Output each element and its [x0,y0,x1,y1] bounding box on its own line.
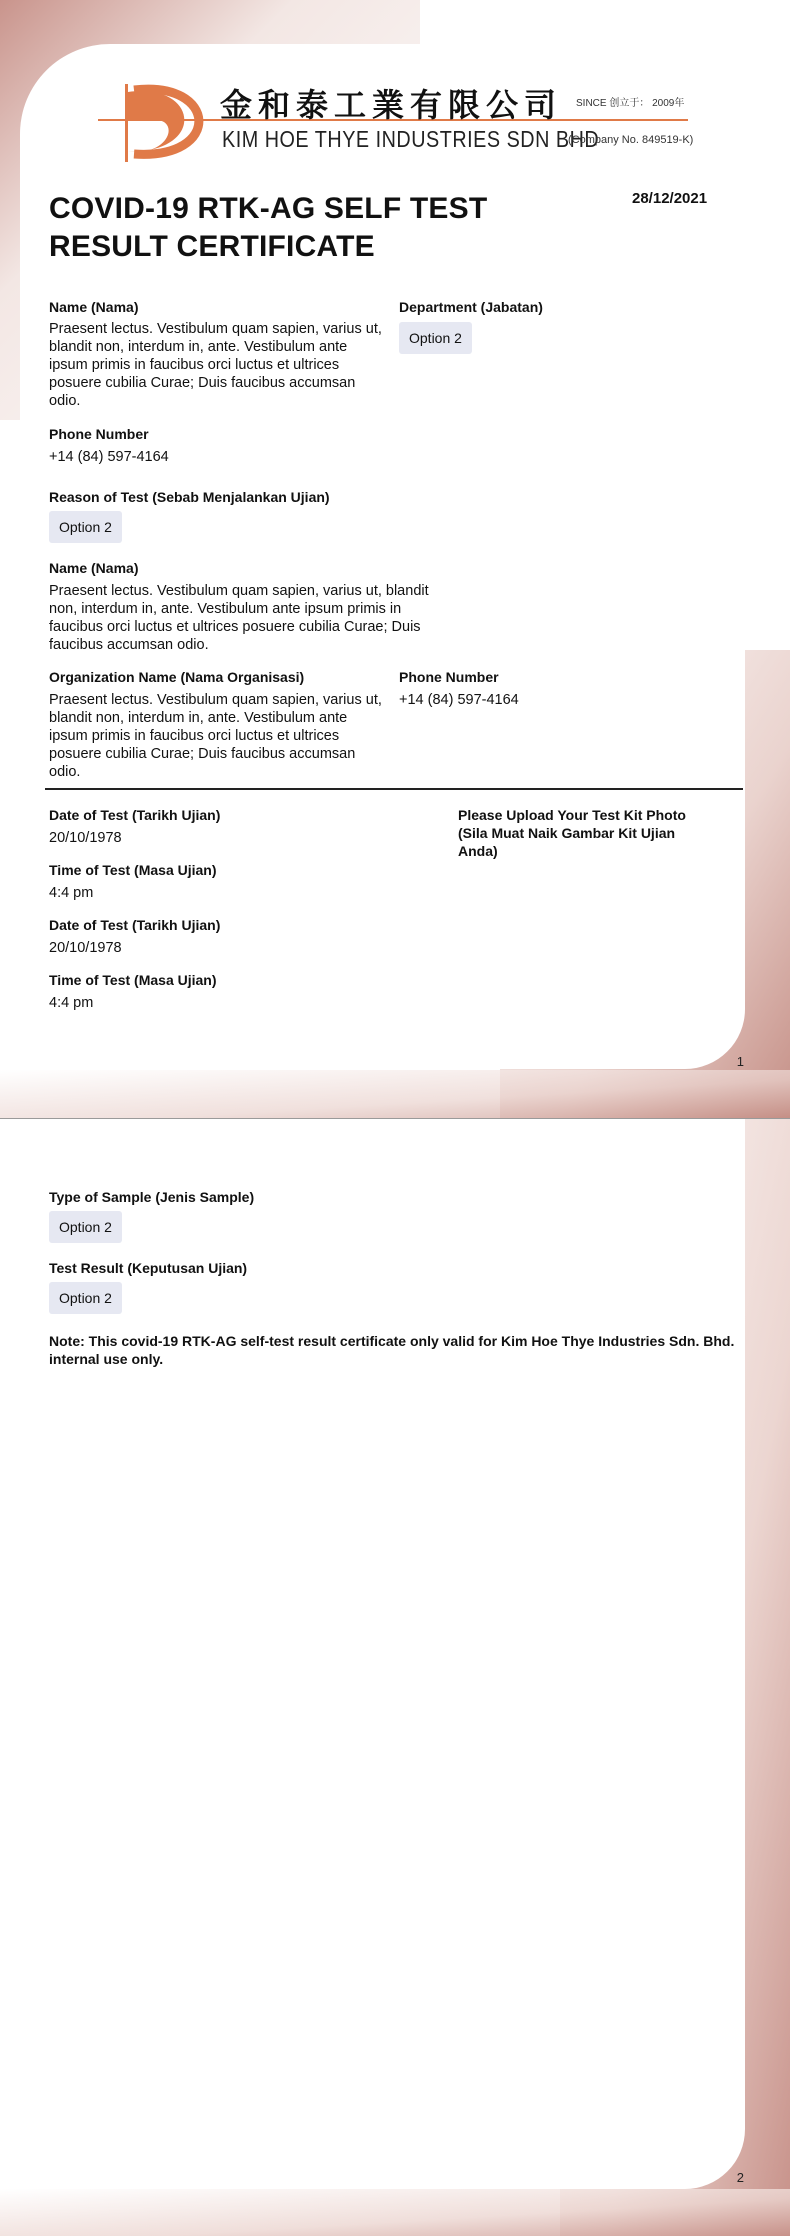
test-result-chip[interactable]: Option 2 [49,1282,122,1314]
sample-type-chip[interactable]: Option 2 [49,1211,122,1243]
certificate-date: 28/12/2021 [632,190,708,207]
phone-label: Phone Number [399,669,499,685]
date-of-test-label: Date of Test (Tarikh Ujian) [49,807,221,823]
company-number: (Company No. 849519-K) [568,134,694,146]
page-2-card [0,1119,745,2189]
time-of-test-label: Time of Test (Masa Ujian) [49,862,217,878]
company-english-name: KIM HOE THYE INDUSTRIES SDN BHD [222,126,600,152]
sample-type-label: Type of Sample (Jenis Sample) [49,1189,255,1205]
test-result-label: Test Result (Keputusan Ujian) [49,1260,248,1276]
time-of-test-value: 4:4 pm [49,995,94,1011]
since-label: SINCE 创立于： [576,98,650,109]
phone-value: +14 (84) 597-4164 [399,692,519,708]
company-since [576,94,684,109]
organization-value: Praesent lectus. Vestibulum quam sapien, varius ut, blandit non, interdum in, ante. Vestibulum ante ipsum primis in faucibus orci luctus et ultrices posuere cubilia Curae; Duis faucibus accumsan odio. [49,692,382,780]
organization-label: Organization Name (Nama Organisasi) [49,669,305,685]
department-label: Department (Jabatan) [399,299,543,315]
date-of-test-value: 20/10/1978 [49,940,122,956]
page-number: 2 [736,2170,744,2185]
phone-value: +14 (84) 597-4164 [49,449,169,465]
date-of-test-label: Date of Test (Tarikh Ujian) [49,917,221,933]
reason-label: Reason of Test (Sebab Menjalankan Ujian) [49,489,330,505]
upload-photo-label: Please Upload Your Test Kit Photo (Sila Muat Naik Gambar Kit Ujian Anda) [458,807,686,859]
time-of-test-label: Time of Test (Masa Ujian) [49,972,217,988]
date-of-test-value: 20/10/1978 [49,830,122,846]
time-of-test-value: 4:4 pm [49,885,94,901]
page-number: 1 [736,1054,744,1069]
department-chip[interactable]: Option 2 [399,322,472,354]
company-chinese-name: 金和泰工業有限公司 [220,86,563,124]
validity-note: Note: This covid-19 RTK-AG self-test result certificate only valid for Kim Hoe Thye Industries Sdn. Bhd. internal use only. [49,1333,735,1367]
name-label: Name (Nama) [49,560,139,576]
company-logo [98,80,694,166]
name-value: Praesent lectus. Vestibulum quam sapien, varius ut, blandit non, interdum in, ante. Vestibulum ante ipsum primis in faucibus orci luctus et ultrices posuere cubilia Curae; Duis faucibus accumsan odio. [49,583,429,653]
section-divider [45,788,743,790]
name-label: Name (Nama) [49,299,139,315]
certificate-title: COVID-19 RTK-AG SELF TEST RESULT CERTIFICATE [49,192,488,263]
reason-chip[interactable]: Option 2 [49,511,122,543]
name-value: Praesent lectus. Vestibulum quam sapien, varius ut, blandit non, interdum in, ante. Vestibulum ante ipsum primis in faucibus orci luctus et ultrices posuere cubilia Curae; Duis faucibus accumsan odio. [49,321,382,409]
since-year: 2009年 [652,98,685,109]
phone-label: Phone Number [49,426,149,442]
